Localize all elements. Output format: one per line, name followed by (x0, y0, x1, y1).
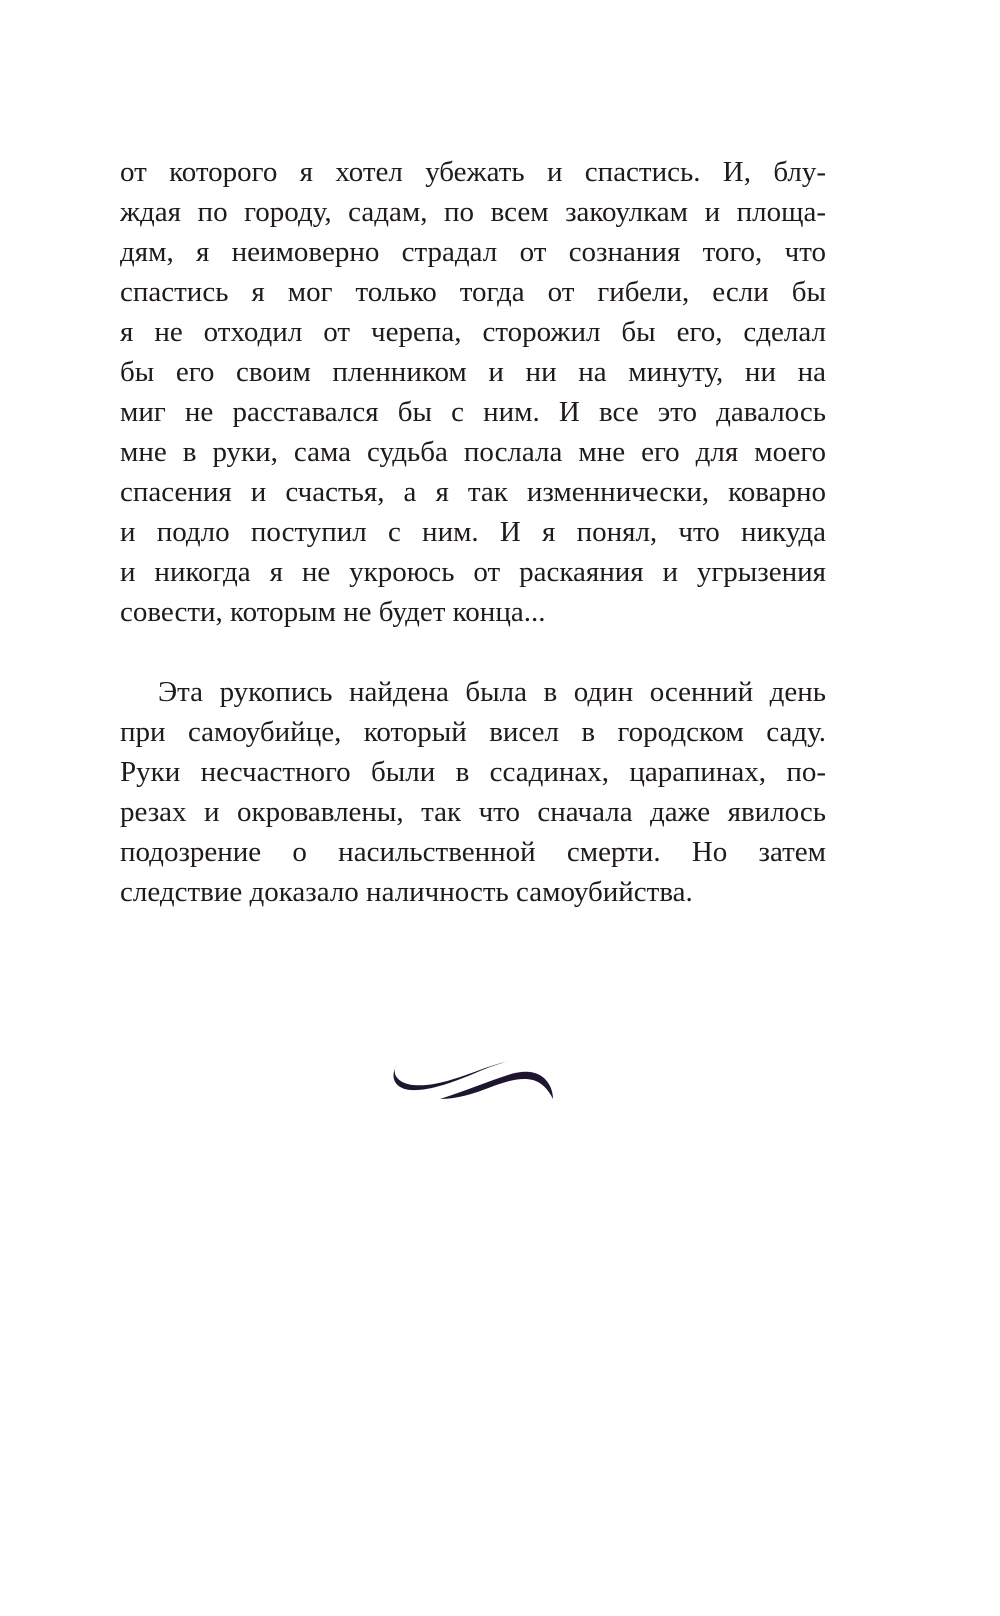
paragraph-2 (120, 672, 826, 912)
flourish-ornament-icon (385, 1055, 555, 1110)
text-line: подозрение о насильственной смерти. Но затем (120, 836, 826, 868)
text-line: ждая по городу, садам, по всем закоулкам и площа- (120, 196, 826, 228)
text-line: Эта рукопись найдена была в один осенний день (158, 676, 826, 708)
text-line: и подло поступил с ним. И я понял, что никуда (120, 516, 826, 548)
text-line: мне в руки, сама судьба послала мне его для моего (120, 436, 826, 468)
text-line: резах и окровавлены, так что сначала даже явилось (120, 796, 826, 828)
text-line: я не отходил от черепа, сторожил бы его, сделал (120, 316, 826, 348)
text-line: спасения и счастья, а я так изменнически, коварно (120, 476, 826, 508)
text-line: совести, которым не будет конца... (120, 596, 546, 628)
text-line: бы его своим пленником и ни на минуту, ни на (120, 356, 826, 388)
text-line: Руки несчастного были в ссадинах, царапинах, по- (120, 756, 826, 788)
text-line: миг не расставался бы с ним. И все это давалось (120, 396, 826, 428)
text-line: дям, я неимоверно страдал от сознания того, что (120, 236, 826, 268)
text-line: спастись я мог только тогда от гибели, если бы (120, 276, 826, 308)
text-line: от которого я хотел убежать и спастись. И, блу- (120, 156, 826, 188)
text-line: следствие доказало наличность самоубийства. (120, 876, 693, 908)
text-line: при самоубийце, который висел в городском саду. (120, 716, 826, 748)
paragraph-1 (120, 152, 826, 632)
text-line: и никогда я не укроюсь от раскаяния и угрызения (120, 556, 826, 588)
